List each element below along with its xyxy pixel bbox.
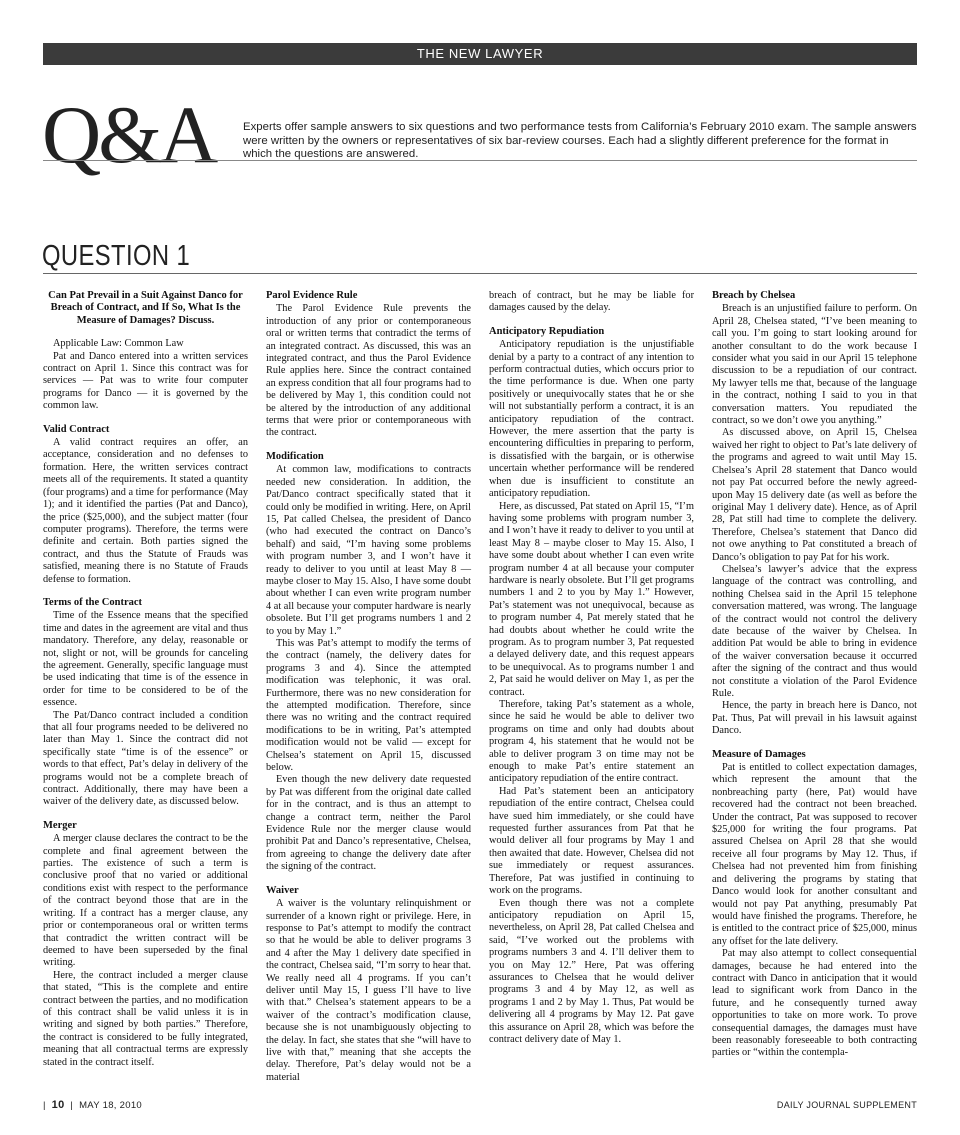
section-heading: Modification [266, 450, 324, 462]
paragraph: Even though the new delivery date requested by Pat was different from the original date called for in the contract, and is thus an attempt to change a contract term, neither the Parol Evidence Rule nor the merger clause would prohibit Pat and Danco’s representative, Chelsea, from agreeing to change the delivery date after the signing of the contract. [266, 774, 471, 873]
article-column-3 [489, 290, 694, 1046]
paragraph: Hence, the party in breach here is Danco, not Pat. Thus, Pat will prevail in his lawsuit against Danco. [712, 700, 917, 737]
paragraph: This was Pat’s attempt to modify the terms of the contract (namely, the delivery dates for programs 3 and 4). Since the attempted modification was telephonic, it was oral. Furthermore, there was no new consideration for the attempted modification. Therefore, since there was no writing and the contract required modifications to be in writing, Pat’s attempted modification would not be valid — except for Chelsea’s statement on April 15, discussed below. [266, 637, 471, 774]
section-heading: Waiver [266, 884, 299, 896]
paragraph: Pat is entitled to collect expectation damages, which represent the amount that the nonbreaching party (here, Pat) would have recovered had the contract not been breached. Under the contract, Pat was supposed to recover $25,000 for writing the four programs. Pat assured Chelsea on April 28 that she would receive all four programs by May 12. Thus, if Chelsea had not prevented him from finishing and delivering the programs by stating that Danco would look for another consultant and would not pay Pat anything, presumably Pat would have finished the programs. Therefore, he is entitled to the contract price of $25,000, minus any offset for the late delivery. [712, 762, 917, 947]
section-heading: Terms of the Contract [43, 596, 143, 608]
intro-text: Experts offer sample answers to six questions and two performance tests from California’s February 2010 exam. The sample answers were written by the owners or representatives of six bar-review courses. Each had a slightly different preference for the format in which the questions are answered. [243, 121, 917, 160]
paragraph: Here, the contract included a merger clause that stated, “This is the complete and entire contract between the parties, and no modification of this contract shall be valid unless it is in writing and signed by both parties.” Therefore, the contract is considered to be fully integrated, meaning that all contractual terms are expressly stated in the contract itself. [43, 969, 248, 1068]
paragraph: Time of the Essence means that the specified time and dates in the agreement are vital and thus mandatory. Therefore, any delay, reasonable or not, slight or not, will be grounds for canceling the agreement. Generally, specific language must be used indicating that time is of the essence in order for time to be considered to be of the essence. [43, 610, 248, 709]
paragraph: Had Pat’s statement been an anticipatory repudiation of the entire contract, Chelsea could have sued him immediately, or she could have requested further assurances from Pat that he would deliver all four programs by May 1 and then awaited that date. However, Chelsea did not sue immediately or request assurances. Therefore, Pat was justified in continuing to work on the programs. [489, 785, 694, 897]
question-heading: Can Pat Prevail in a Suit Against Danco for Breach of Contract, and If So, What Is the Measure of Damages? Discuss. [48, 290, 243, 326]
article-column-1 [43, 290, 248, 1069]
paragraph: Pat and Danco entered into a written services contract on April 1. Since this contract was for services — Pat was to write four computer programs for Danco — it is governed by the common law. [43, 350, 248, 412]
section-heading: Anticipatory Repudiation [489, 325, 605, 337]
question-title: QUESTION 1 [42, 240, 191, 272]
section-heading: Breach by Chelsea [712, 290, 796, 301]
section-heading: Merger [43, 819, 77, 831]
paragraph: Anticipatory repudiation is the unjustifiable denial by a party to a contract of any intention to perform contractual duties, which occurs prior to the time performance is due. When one party positively or unequivocally states that he or she will not substantially perform a contract, it is an anticipatory repudiation of the contract. However, the mere assertion that the party is encountering difficulties in preparing to perform, is dissatisfied with the bargain, or is otherwise uncertain whether performance will be rendered when due is insufficient to constitute an anticipatory repudiation. [489, 339, 694, 500]
section-banner: THE NEW LAWYER [43, 43, 917, 65]
section-heading: Valid Contract [43, 423, 110, 435]
paragraph: Chelsea’s lawyer’s advice that the express language of the contract was controlling, and nothing Chelsea said in the April 15 telephone conversation mattered, was wrong. The language of the contract would not control the delivery date because of the waiver by Chelsea. In addition Pat would be able to bring in evidence of the waiver conversation because it occurred after the signing of the contract and thus would not constitute a violation of the Parol Evidence Rule. [712, 563, 917, 699]
publication-date: MAY 18, 2010 [79, 1100, 143, 1111]
paragraph: breach of contract, but he may be liable for damages caused by the delay. [489, 290, 694, 314]
paragraph: As discussed above, on April 15, Chelsea waived her right to object to Pat’s late delivery of the programs and agreed to wait until May 15. Chelsea’s April 28 statement that Danco would not pay Pat occurred before the newly agreed-upon May 15 delivery date (as well as before the original May 1 delivery date). Hence, as of April 28, Pat still had time to complete the delivery. Therefore, Chelsea’s statement that Danco did not owe anything to Pat constituted a breach of Danco’s obligation to pay Pat for his work. [712, 427, 917, 563]
divider [43, 273, 917, 274]
divider [43, 160, 917, 161]
paragraph: A merger clause declares the contract to be the complete and final agreement between the parties. The existence of such a term is conclusive proof that no varied or additional conditions exist with respect to the performance of the contract beyond those that are in the writing. If a contract has a merger clause, any prior or contemporaneous oral or written terms that contradict the written contract will be deemed to have been superseded by the final writing. [43, 833, 248, 969]
section-heading: Parol Evidence Rule [266, 290, 358, 301]
paragraph: The Parol Evidence Rule prevents the introduction of any prior or contemporaneous oral or written terms that contradict the terms of an integrated contract. As discussed, this was an integrated contract, and thus the Parol Evidence Rule applies here. Since the contract contained an express condition that all four programs had to be delivered by May 1, this condition could not be altered by the introduction of any additional terms that were prior or contemporaneous with the contract. [266, 303, 471, 439]
footer-separator: | [70, 1100, 74, 1111]
paragraph: Therefore, taking Pat’s statement as a whole, since he said he would be able to deliver two programs on time and only had doubts about program 4, his statement that he would not be able to deliver program 3 on time may not be enough to make Pat’s entire statement an anticipatory repudiation of the entire contract. [489, 699, 694, 785]
footer-separator: | [43, 1100, 46, 1111]
paragraph: Breach is an unjustified failure to perform. On April 28, Chelsea stated, “I’ve been meaning to call you. I’m going to start looking around for another consultant to do the work because I consider what you said in our April 15 telephone discussion to be a repudiation of our contract. My lawyer tells me that, because of the language in the contract, nothing I said to you in that conversation matters. You repudiated the contract, so we don’t owe you anything.” [712, 303, 917, 427]
paragraph: Applicable Law: Common Law [53, 338, 184, 350]
article-column-2 [266, 290, 471, 1084]
section-heading: Measure of Damages [712, 748, 806, 760]
page-footer [43, 1099, 142, 1111]
paragraph: A waiver is the voluntary relinquishment or surrender of a known right or privilege. Here, in response to Pat’s attempt to modify the contract so that he would be able to deliver programs 3 and 4 after the May 1 delivery date specified in the contract, Chelsea said, “I’m sorry to hear that. We really need all 4 programs. If you can’t deliver until May 15, I guess I’ll have to live with that.” Chelsea’s statement appears to be a waiver of the contract’s modification clause, because she is not unambiguously objecting to the delay. In fact, she states that she “will have to live with that,” meaning that she accepts the delay. Therefore, Pat’s delay would not be a material [266, 898, 472, 1083]
publication-name: DAILY JOURNAL SUPPLEMENT [776, 1100, 917, 1110]
page-number: 10 [51, 1099, 65, 1111]
paragraph: Pat may also attempt to collect consequential damages, because he had entered into the contract with Danco in anticipation that it would lead to significant work from Danco in the future, and he consequently turned away opportunities to take on more work. To prove consequential damages, the damages must have been reasonably foreseeable to both contracting parties or “within the contempla- [712, 948, 917, 1059]
qa-logo: Q&A [42, 89, 216, 180]
paragraph: Even though there was not a complete anticipatory repudiation on April 15, nevertheless, on April 28, Pat called Chelsea and said, “I’ve worked out the problems with programs numbers 3 and 4. I’ll deliver them to you on May 12.” Here, Pat was offering assurances to Chelsea that he would deliver programs 3 and 4 by May 12, as well as programs 1 and 2 by May 1. Thus, Pat would be delivering all 4 programs by May 12. Pat gave this assurance on April 28, which was before the contract delivery date of May 1. [489, 897, 694, 1045]
paragraph: Here, as discussed, Pat stated on April 15, “I’m having some problems with program number 3, and I won’t have it ready to deliver to you until at least May 8 – maybe closer to May 15. Also, I have some doubt about whether I can even write program number 4 at all because your computer hardware is nearly obsolete. But I’ll get programs numbers 1 and 2 to you by May 1.” However, Pat’s statement was not unequivocal, because as to program number 4, Pat merely stated that he had doubts about whether he could write the program. As to program number 3, Pat requested a delayed delivery date, and this request appears to be unequivocal. As to programs number 1 and 2, Pat said he would deliver on May 1, as per the contract. [489, 500, 694, 698]
paragraph: At common law, modifications to contracts needed new consideration. In addition, the Pat/Danco contract specifically stated that it could only be modified in writing. Here, on April 15, Pat called Chelsea, the president of Danco (who had executed the contract on Danco’s behalf) and said, “I’m having some problems with program number 3, and I won’t have it ready to deliver to you until at least May 8 — maybe closer to May 15. Also, I have some doubt about whether I can even write program number 4 at all because your computer hardware is nearly obsolete. But I’ll get programs numbers 1 and 2 to you by May 1.” [266, 464, 471, 637]
paragraph: A valid contract requires an offer, an acceptance, consideration and no defenses to formation. Here, the written services contract meets all of the requirements. It stated a quantity (four programs) and a time for performance (May 1); and it identified the parties (Pat and Danco), the price ($25,000), and the subject matter (four computer programs). Therefore, the terms were definite and certain. Both parties signed the contract, and thus the Statute of Frauds was satisfied, meaning there is no Statute of Frauds defense to formation. [43, 437, 248, 585]
article-column-4 [712, 290, 917, 1060]
paragraph: The Pat/Danco contract included a condition that all four programs needed to be delivered no later than May 1. Since the contract did not specifically state “time is of the essence” or words to that effect, Pat’s delay in delivery of the programs would not be a complete breach of contract. Additionally, there may have been a waiver of the delivery date, as discussed below. [43, 709, 248, 808]
